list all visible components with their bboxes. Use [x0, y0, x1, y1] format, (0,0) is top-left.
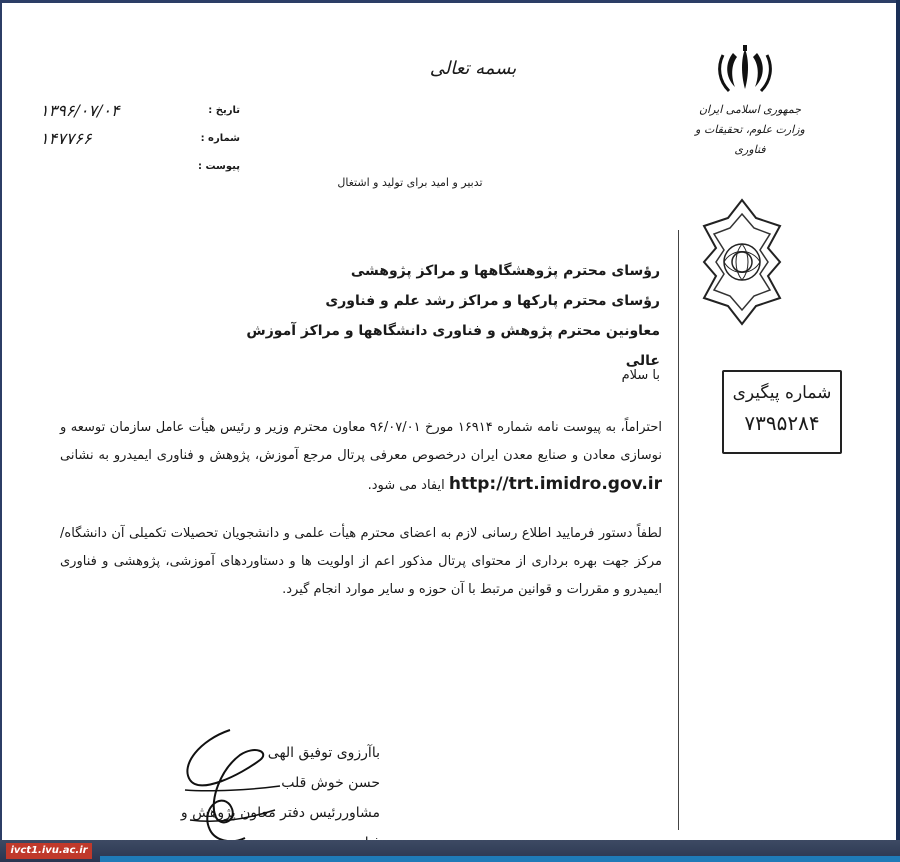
- ministry-line2: وزارت علوم، تحقیقات و فناوری: [695, 123, 805, 156]
- slogan-text: تدبیر و امید برای تولید و اشتغال: [337, 176, 483, 189]
- tracking-label: شماره پیگیری: [732, 383, 832, 403]
- portal-link[interactable]: http://trt.imidro.gov.ir: [448, 474, 662, 494]
- recipient-line: رؤسای محترم پژوهشگاهها و مراکز پژوهشی: [350, 263, 660, 279]
- greeting-text: با سلام: [621, 368, 660, 383]
- recipients-block: [230, 256, 660, 376]
- frame-left-border: [0, 0, 2, 862]
- meta-attachment-row: [40, 152, 240, 180]
- ministry-name: [680, 100, 820, 160]
- paragraph1-text: احتراماً، به پیوست نامه شماره ۱۶۹۱۴ مورخ ۹۶/۰۷/۰۱ معاون محترم وزیر و رئیس هیأت عامل سازمان توسعه و نوسازی معادن و صنایع معدن ایران درخصوص معرفی پرتال مرجع آموزش، پژوهش و فناوری ایمیدرو به نشانی: [60, 420, 662, 463]
- letter-meta: [40, 96, 240, 180]
- bottom-accent-bar: [100, 856, 900, 862]
- number-label: شماره :: [200, 132, 240, 144]
- iran-emblem-icon: [715, 45, 775, 95]
- basmala-heading: بسمه تعالی: [429, 58, 517, 79]
- date-label: تاریخ :: [208, 104, 240, 116]
- meta-number-row: [40, 124, 240, 152]
- recipient-line: رؤسای محترم پارکها و مراکز رشد علم و فناوری: [325, 293, 660, 309]
- recipient-line: معاونین محترم پژوهش و فناوری دانشگاهها و مراکز آموزش عالی: [246, 323, 660, 369]
- islamic-ornament-icon: [700, 198, 784, 326]
- tracking-number: ۷۳۹۵۲۸۴: [744, 411, 820, 435]
- meta-date-row: [40, 96, 240, 124]
- body-paragraph-2: لطفاً دستور فرمایید اطلاع رسانی لازم به اعضای محترم هیأت علمی و دانشجویان تحصیلات تکمیلی آن دانشگاه/مرکز جهت بهره برداری از محتوای پرتال مذکور اعم از اولویت ها و دستاوردهای آموزشی، پژوهشی و فناوری ایمیدرو و مقررات و قوانین مرتبط با آن حوزه و سایر موارد انجام گیرد.: [60, 526, 662, 597]
- frame-top-border: [0, 0, 900, 3]
- paragraph1-ending: ایفاد می شود.: [367, 478, 445, 493]
- tracking-stamp: [722, 370, 842, 454]
- ministry-line1: جمهوری اسلامی ایران: [698, 103, 802, 116]
- frame-right-border: [896, 0, 900, 862]
- margin-rule: [678, 230, 679, 830]
- date-value: ۱۳۹۶/۰۷/۰۴: [40, 100, 120, 120]
- number-value: ۱۴۷۷۶۶: [40, 128, 92, 148]
- attachment-label: پیوست :: [197, 160, 240, 172]
- closing-text: باآرزوی توفیق الهی: [267, 745, 380, 761]
- handwritten-signature-icon: [170, 720, 290, 850]
- signatory-name: حسن خوش قلب: [281, 775, 380, 791]
- signatory-title: مشاوررئیس دفتر معاون پژوهش و: [180, 805, 380, 821]
- body-paragraph-1: [60, 414, 662, 500]
- site-watermark: ivct1.ivu.ac.ir: [6, 843, 92, 859]
